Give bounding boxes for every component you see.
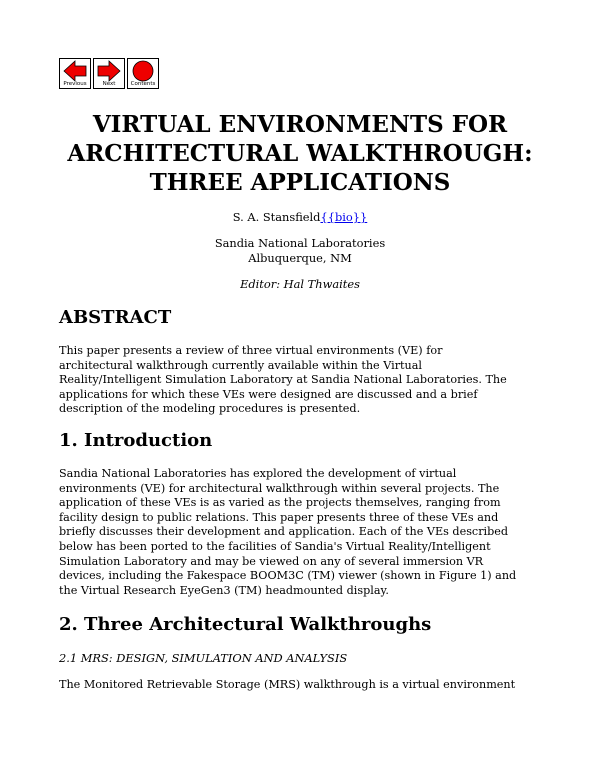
contents-button[interactable] [127,58,159,89]
abstract-heading: ABSTRACT [59,307,172,328]
intro-line: facility design to public relations. This paper presents three of these VEs and [59,510,499,524]
circle-icon [131,60,155,82]
intro-line: below has been ported to the facilities of Sandia's Virtual Reality/Intelligent [59,539,491,553]
contents-label: Contents [130,81,156,87]
abstract-line: This paper presents a review of three virtual environments (VE) for [59,344,443,357]
abstract-line: applications for which these VEs were designed are discussed and a brief [59,387,478,401]
paper-title [40,110,560,197]
arrow-right-icon [97,60,121,82]
intro-heading: 1. Introduction [59,430,213,451]
bio-link[interactable]: {{bio}} [320,210,368,224]
title-line-2: ARCHITECTURAL WALKTHROUGH: [67,140,533,167]
intro-line: briefly discusses their development and application. Each of the VEs described [59,525,509,539]
next-label: Next [102,81,116,87]
author-name: S. A. Stansfield [232,210,321,224]
section2-heading: 2. Three Architectural Walkthroughs [59,614,432,635]
intro-line: Sandia National Laboratories has explored the development of virtual [59,467,457,480]
affiliation-line-1: Sandia National Laboratories [214,236,386,250]
affiliation-line-2: Albuquerque, NM [248,251,352,265]
intro-line: Simulation Laboratory and may be viewed on any of several immersion VR [59,554,484,568]
intro-line: devices, including the Fakespace BOOM3C (TM) viewer (shown in Figure 1) and [59,569,517,583]
title-line-3: THREE APPLICATIONS [149,169,451,196]
section2-paragraph: The Monitored Retrievable Storage (MRS) walkthrough is a virtual environment [59,678,516,691]
intro-line: environments (VE) for architectural walkthrough within several projects. The [59,481,500,495]
abstract-line: architectural walkthrough currently available within the Virtual [59,358,422,372]
author-line [40,210,560,225]
intro-line: application of these VEs is as varied as the projects themselves, ranging from [59,496,501,510]
affiliation [40,236,560,266]
nav-bar [59,58,161,89]
previous-button[interactable] [59,58,91,89]
section2-subheading: 2.1 MRS: DESIGN, SIMULATION AND ANALYSIS [59,651,348,665]
abstract-line: Reality/Intelligent Simulation Laboratory at Sandia National Laboratories. The [59,373,507,387]
editor-line: Editor: Hal Thwaites [240,277,360,291]
previous-label: Previous [63,81,87,87]
abstract-line: description of the modeling procedures is presented. [59,402,361,416]
intro-line: the Virtual Research EyeGen3 (TM) headmounted display. [59,583,389,597]
next-button[interactable] [93,58,125,89]
arrow-left-icon [63,60,87,82]
intro-paragraph [59,467,549,598]
abstract-paragraph [59,344,549,417]
title-line-1: VIRTUAL ENVIRONMENTS FOR [92,111,508,138]
